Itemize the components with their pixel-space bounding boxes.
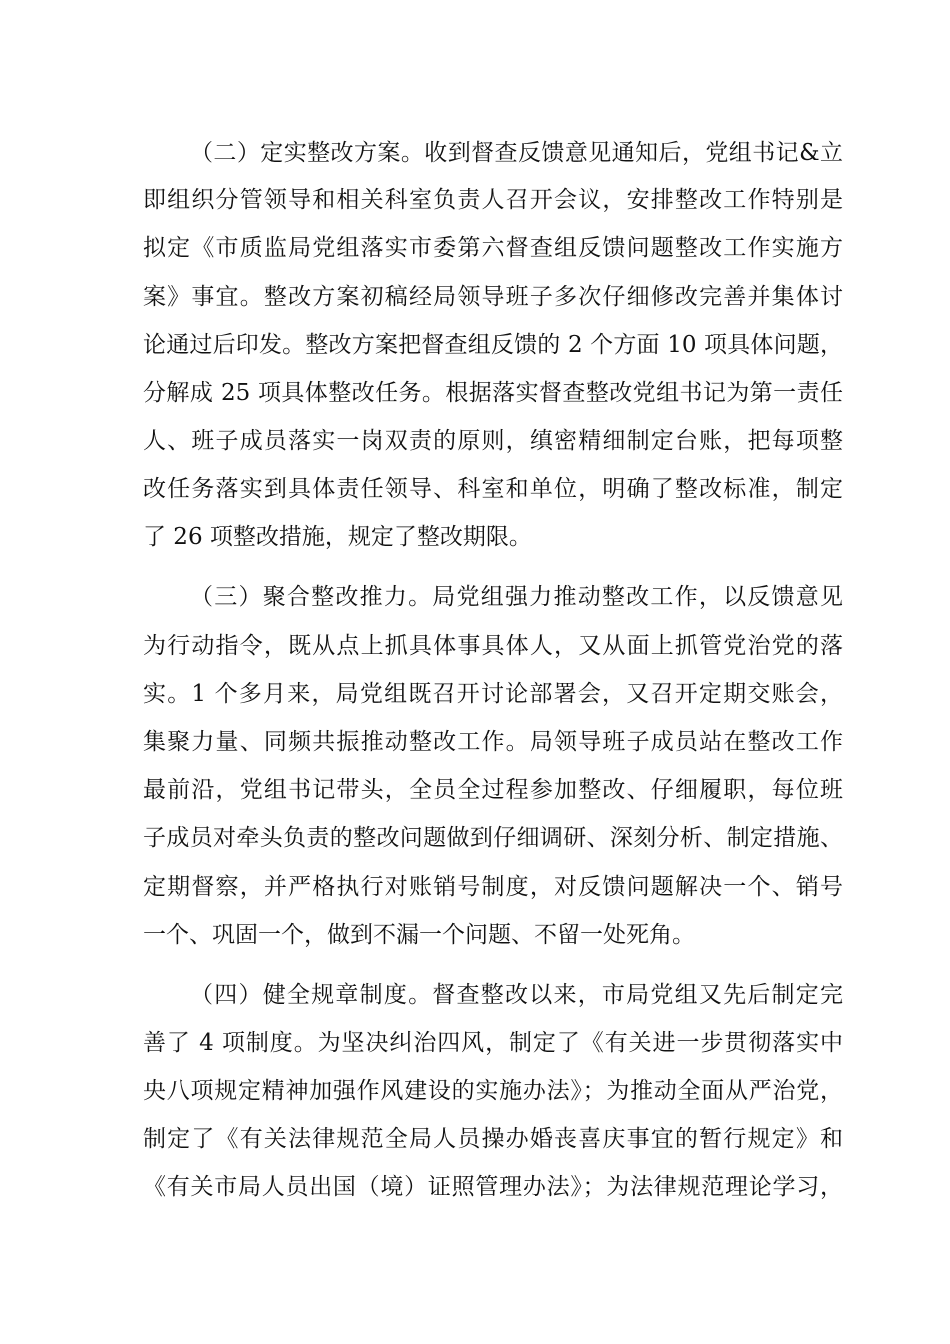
paragraph-2-line-4: 案》事宜。整改方案初稿经局领导班子多次仔细修改完善并集体讨 [143,284,843,310]
paragraph-2-line-7: 人、班子成员落实一岗双责的原则，缜密精细制定台账，把每项整 [143,428,843,454]
paragraph-2-line-9: 了 26 项整改措施，规定了整改期限。 [143,524,532,550]
paragraph-4-line-2: 善了 4 项制度。为坚决纠治四风，制定了《有关进一步贯彻落实中 [143,1030,843,1056]
paragraph-3-line-2: 为行动指令，既从点上抓具体事具体人，又从面上抓管党治党的落 [143,633,843,659]
paragraph-3-line-4: 集聚力量、同频共振推动整改工作。局领导班子成员站在整改工作 [143,729,843,755]
paragraph-4-line-3: 央八项规定精神加强作风建设的实施办法》；为推动全面从严治党， [143,1078,843,1104]
paragraph-2-line-5: 论通过后印发。整改方案把督查组反馈的 2 个方面 10 项具体问题， [143,332,843,358]
paragraph-3-line-6: 子成员对牵头负责的整改问题做到仔细调研、深刻分析、制定措施、 [143,825,843,851]
paragraph-3-line-8: 一个、巩固一个，做到不漏一个问题、不留一处死角。 [143,922,695,948]
paragraph-2-line-2: 即组织分管领导和相关科室负责人召开会议，安排整改工作特别是 [143,187,843,213]
paragraph-4-line-1: （四）健全规章制度。督查整改以来，市局党组又先后制定完 [190,982,843,1008]
paragraph-3-line-7: 定期督察，并严格执行对账销号制度，对反馈问题解决一个、销号 [143,874,843,900]
paragraph-3-line-3: 实。1 个多月来，局党组既召开讨论部署会，又召开定期交账会， [143,681,843,707]
paragraph-3-line-1: （三）聚合整改推力。局党组强力推动整改工作，以反馈意见 [190,584,843,610]
paragraph-4-line-5: 《有关市局人员出国（境）证照管理办法》；为法律规范理论学习， [143,1174,843,1200]
paragraph-4-line-4: 制定了《有关法律规范全局人员操办婚丧喜庆事宜的暂行规定》和 [143,1126,843,1152]
paragraph-3-line-5: 最前沿，党组书记带头，全员全过程参加整改、仔细履职，每位班 [143,777,843,803]
paragraph-2-line-8: 改任务落实到具体责任领导、科室和单位，明确了整改标准，制定 [143,476,843,502]
paragraph-2-line-1: （二）定实整改方案。收到督查反馈意见通知后，党组书记&立 [190,140,843,166]
paragraph-2-line-6: 分解成 25 项具体整改任务。根据落实督查整改党组书记为第一责任 [143,380,843,406]
paragraph-2-line-3: 拟定《市质监局党组落实市委第六督查组反馈问题整改工作实施方 [143,235,843,261]
